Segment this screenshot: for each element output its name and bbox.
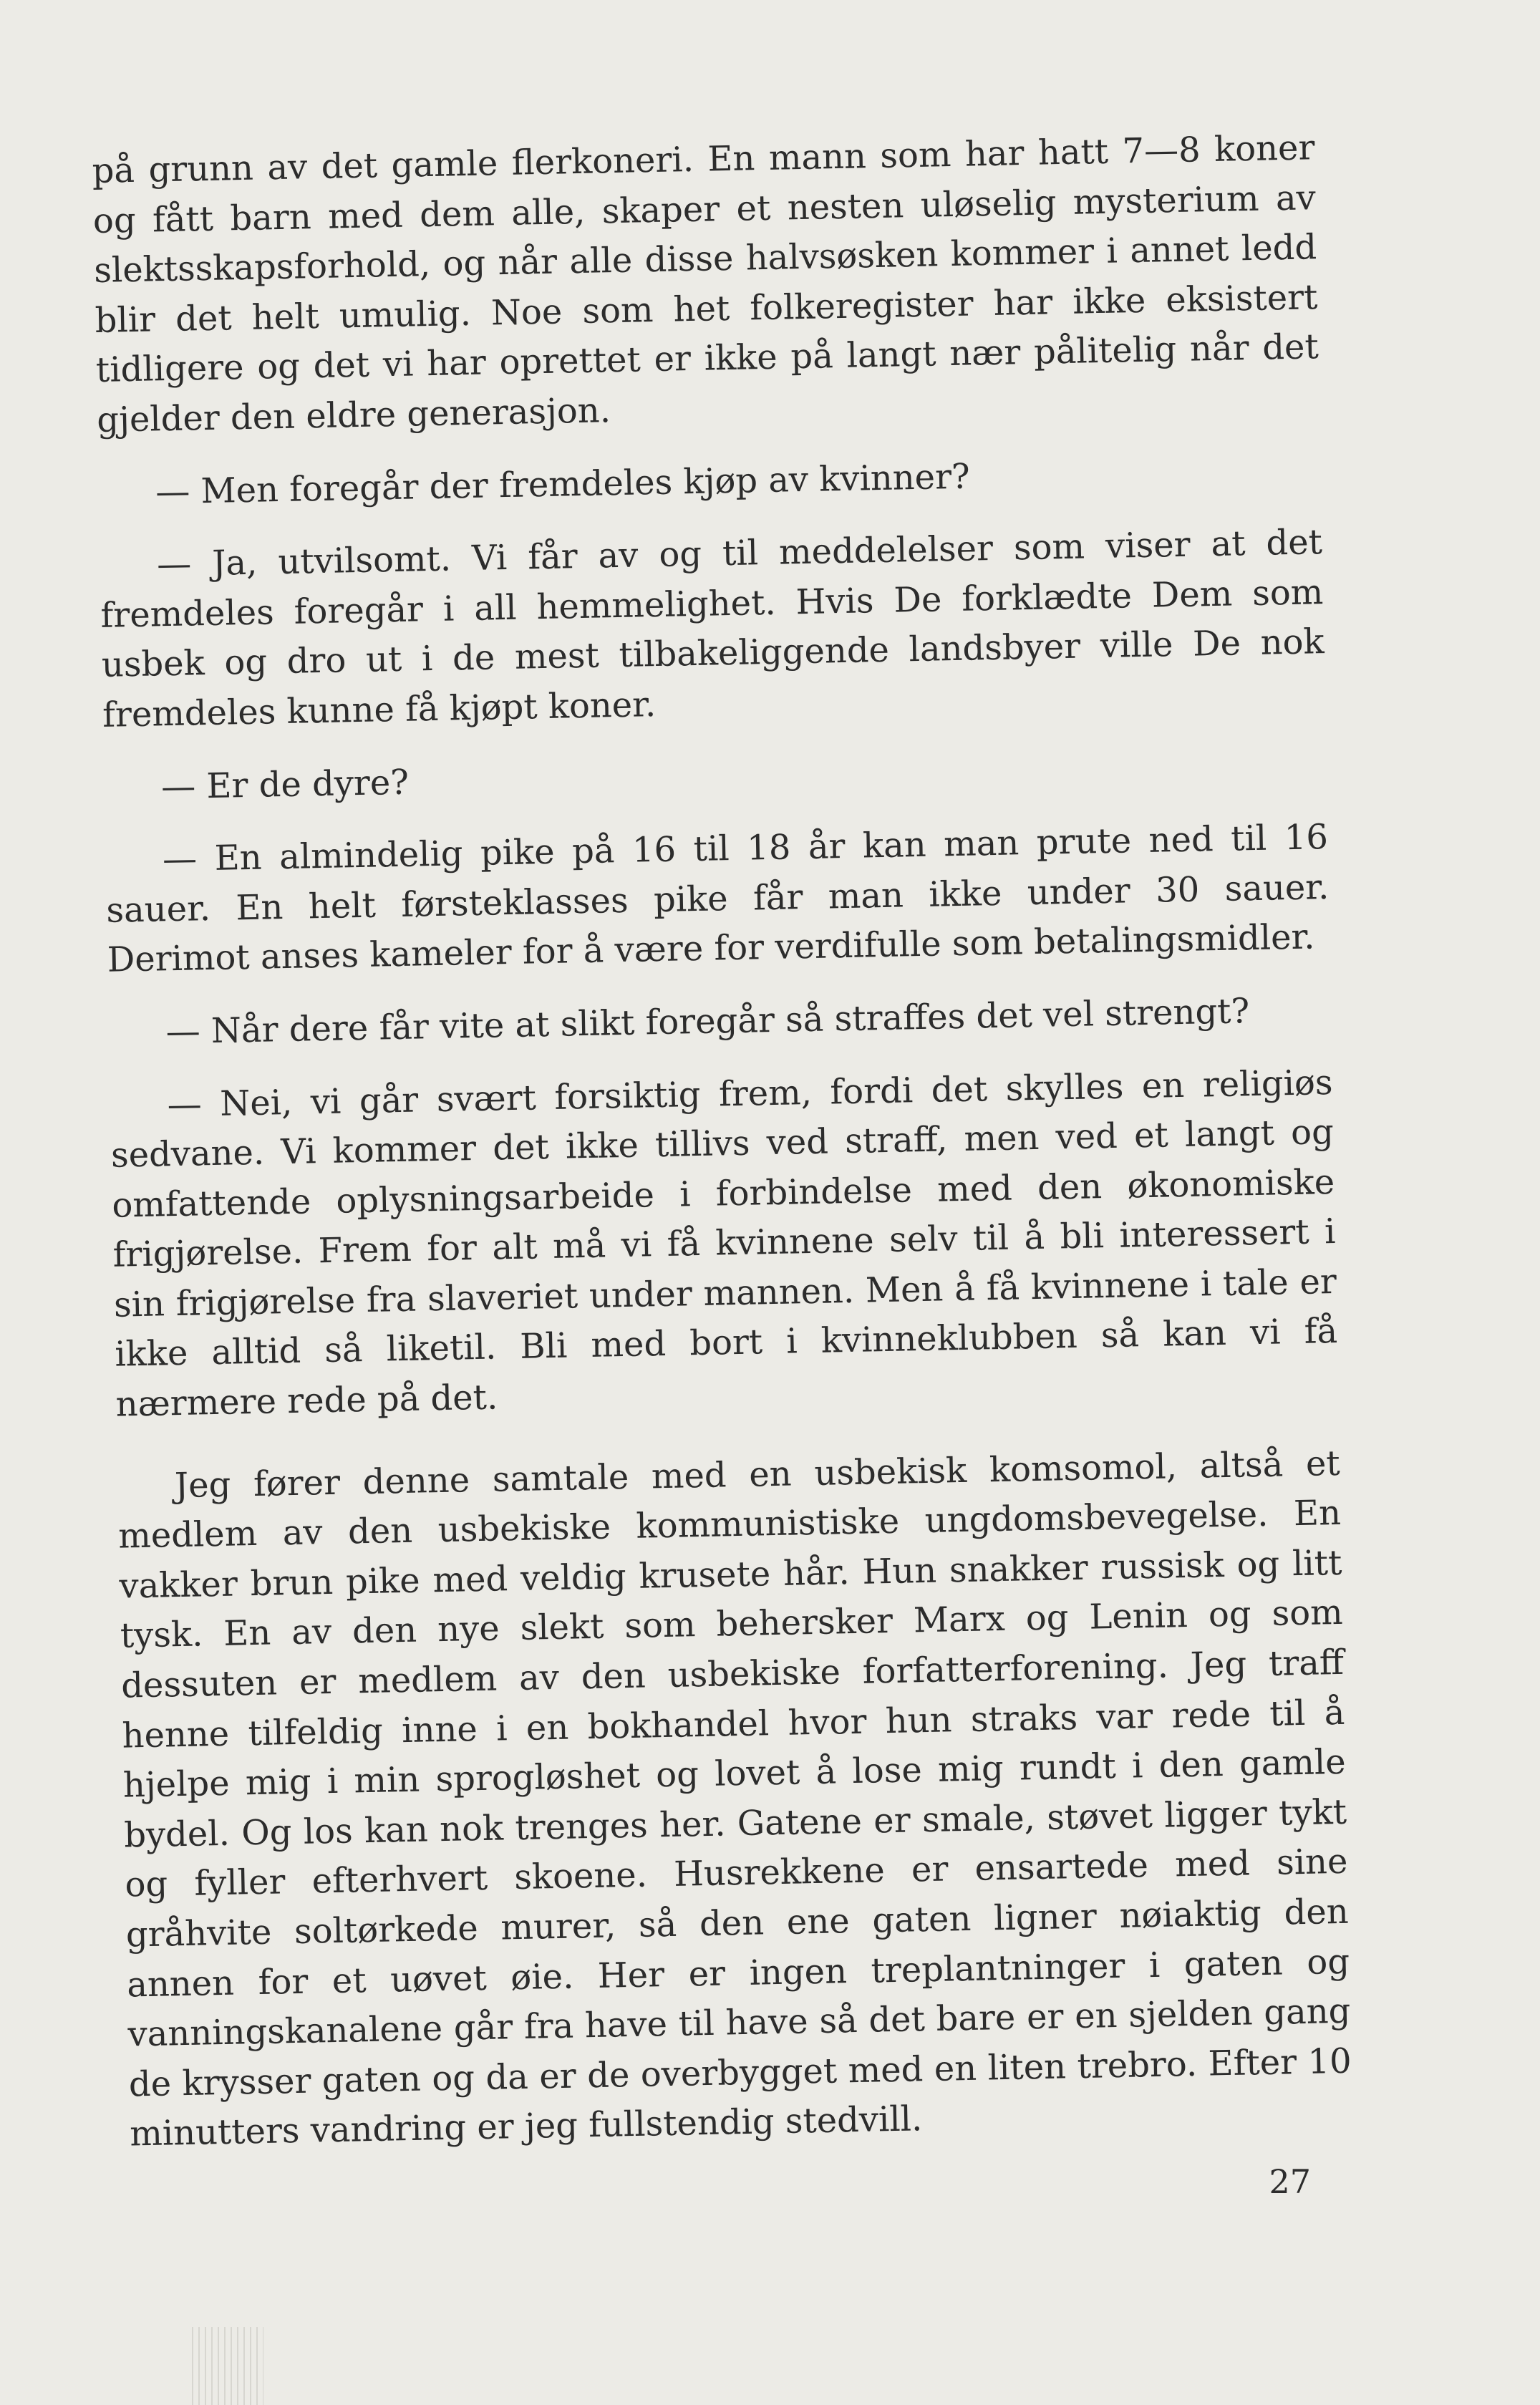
narrative-paragraph: Jeg fører denne samtale med en usbekisk komsomol, altså et medlem av den usbekiske kommunistiske ungdomsbevegelse. En vakker brun pike med veldig krusete hår. Hun snakker russisk og litt tysk. En av den nye slekt som behersker Marx og Lenin og som dessuten er medlem av den usbekiske forfatterforening. Jeg traff henne tilfeldig inne i en bokhandel hvor hun straks var rede til å hjelpe mig i min sprogløshet og lovet å lose mig rundt i den gamle bydel. Og los kan nok trenges her. Gatene er smale, støvet ligger tykt og fyller efterhvert skoene. Husrekkene er ensartede med sine gråhvite soltørkede murer, så den ene gaten ligner nøiaktig den annen for et uøvet øie. Her er ingen treplantninger i gaten og vanningskanalene går fra have til have så det bare er en sjelden gang de krysser gaten og da er de overbygget med en liten trebro. Efter 10 minutters vandring er jeg fullstendig stedvill. [117, 1443, 1352, 2154]
paragraph-1: på grunn av det gamle flerkoneri. En mann som har hatt 7—8 koner og fått barn med dem alle, skaper et nesten uløselig mysterium av slektsskapsforhold, og når alle disse halvsøsken kommer i annet ledd blir det helt umulig. Noe som het folkeregister har ikke eksistert tidligere og det vi har oprettet er ikke på langt nær pålitelig når det gjelder den eldre generasjon. [92, 127, 1319, 440]
dialogue-answer-2: — En almindelig pike på 16 til 18 år kan man prute ned til 16 sauer. En helt førsteklasses pike får man ikke under 30 sauer. Derimot anses kameler for å være for verdifulle som betalingsmidler. [105, 817, 1330, 981]
binding-marks [192, 2327, 263, 2405]
dialogue-question-2: — Er de dyre? [160, 762, 410, 807]
dialogue-answer-1: — Ja, utvilsomt. Vi får av og til meddelelser som viser at det fremdeles foregår i all hemmelighet. Hvis De forklædte Dem som usbek og dro ut i de mest tilbakeliggende landsbyer ville De nok fremdeles kunne få kjøpt koner. [100, 522, 1325, 735]
page-number: 27 [1269, 2162, 1311, 2201]
body-text [92, 123, 1353, 2159]
dialogue-question-1: — Men foregår der fremdeles kjøp av kvinner? [155, 456, 971, 512]
dialogue-question-3: — Når dere får vite at slikt foregår så straffes det vel strengt? [165, 991, 1250, 1053]
dialogue-answer-3: — Nei, vi går svært forsiktig frem, fordi det skylles en religiøs sedvane. Vi kommer det ikke tillivs ved straff, men ved et langt og omfattende oplysningsarbeide i forbindelse med den økonomiske frigjørelse. Frem for alt må vi få kvinnene selv til å bli interessert i sin frigjørelse fra slaveriet under mannen. Men å få kvinnene i tale er ikke alltid så liketil. Bli med bort i kvinneklubben så kan vi få nærmere rede på det. [110, 1062, 1338, 1425]
